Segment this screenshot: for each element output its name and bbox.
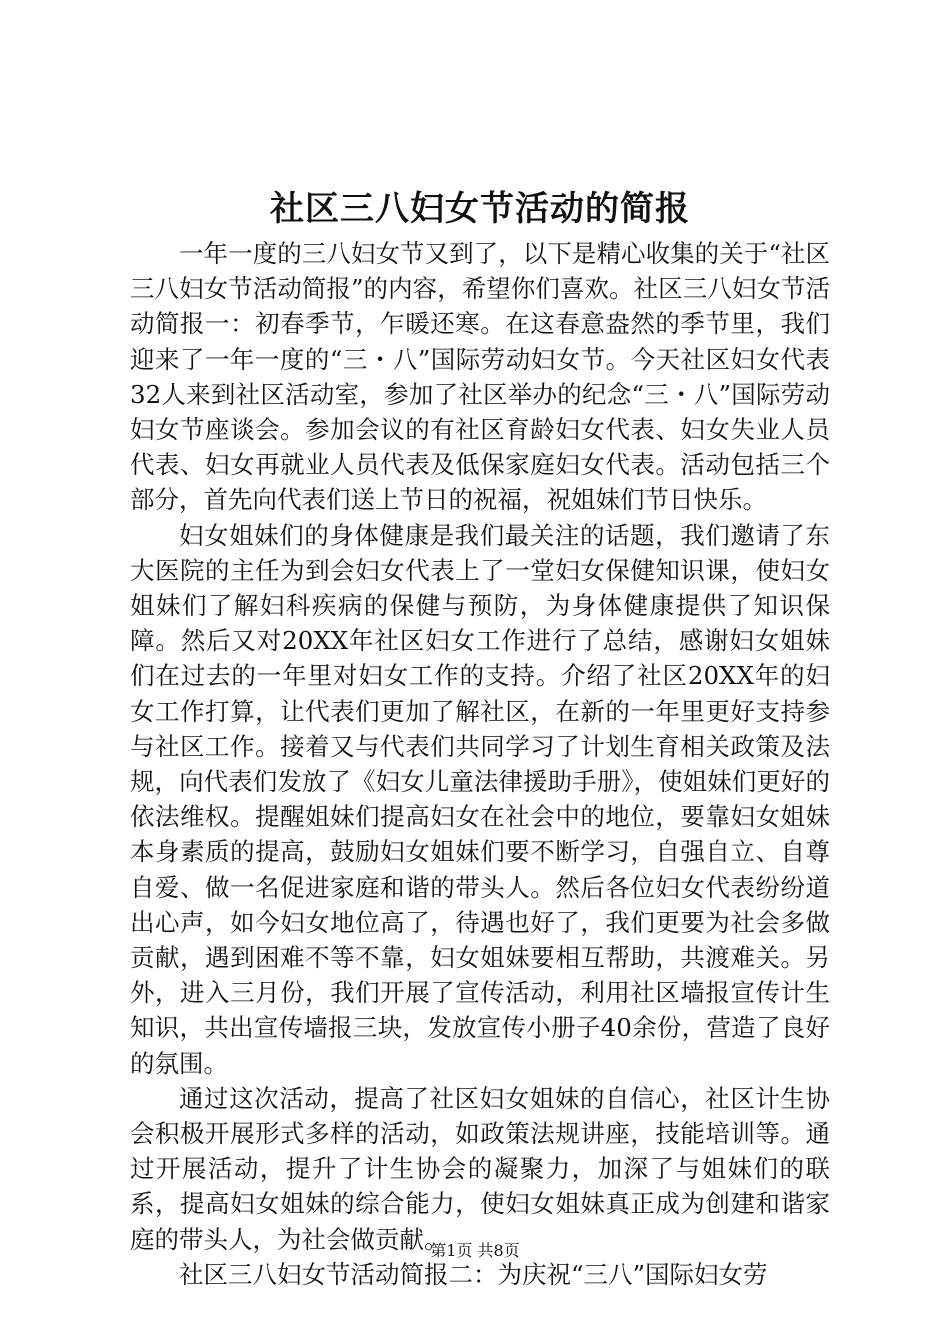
document-body xyxy=(130,236,830,1292)
paragraph-2: 妇女姐妹们的身体健康是我们最关注的话题，我们邀请了东大医院的主任为到会妇女代表上了一堂妇女保健知识课，使妇女姐妹们了解妇科疾病的保健与预防，为身体健康提供了知识保障。然后又对20XX年社区妇女工作进行了总结，感谢妇女姐妹们在过去的一年里对妇女工作的支持。介绍了社区20XX年的妇女工作打算，让代表们更加了解社区，在新的一年里更好支持参与社区工作。接着又与代表们共同学习了计划生育相关政策及法规，向代表们发放了《妇女儿童法律援助手册》，使姐妹们更好的依法维权。提醒姐妹们提高妇女在社会中的地位，要靠妇女姐妹本身素质的提高，鼓励妇女姐妹们要不断学习，自强自立、自尊自爱、做一名促进家庭和谐的带头人。然后各位妇女代表纷纷道出心声，如今妇女地位高了，待遇也好了，我们更要为社会多做贡献，遇到困难不等不靠，妇女姐妹要相互帮助，共渡难关。另外，进入三月份，我们开展了宣传活动，利用社区墙报宣传计生知识，共出宣传墙报三块，发放宣传小册子40余份，营造了良好的氛围。 xyxy=(130,520,830,1078)
paragraph-3: 通过这次活动，提高了社区妇女姐妹的自信心，社区计生协会积极开展形式多样的活动，如政策法规讲座，技能培训等。通过开展活动，提升了计生协会的凝聚力，加深了与姐妹们的联系，提高妇女姐妹的综合能力，使妇女姐妹真正成为创建和谐家庭的带头人，为社会做贡献。 xyxy=(130,1083,830,1254)
paragraph-4: 社区三八妇女节活动简报二：为庆祝“三八”国际妇女劳 xyxy=(179,1259,768,1289)
page-number-footer: 第1页 共8页 xyxy=(430,1241,520,1260)
document-title: 社区三八妇女节活动的简报 xyxy=(270,189,690,229)
paragraph-1: 一年一度的三八妇女节又到了，以下是精心收集的关于“社区三八妇女节活动简报”的内容，希望你们喜欢。社区三八妇女节活动简报一：初春季节，乍暖还寒。在这春意盎然的季节里，我们迎来了一年一度的“三・八”国际劳动妇女节。今天社区妇女代表32人来到社区活动室，参加了社区举办的纪念“三・八”国际劳动妇女节座谈会。参加会议的有社区育龄妇女代表、妇女失业人员代表、妇女再就业人员代表及低保家庭妇女代表。活动包括三个部分，首先向代表们送上节日的祝福，祝姐妹们节日快乐。 xyxy=(130,239,830,515)
